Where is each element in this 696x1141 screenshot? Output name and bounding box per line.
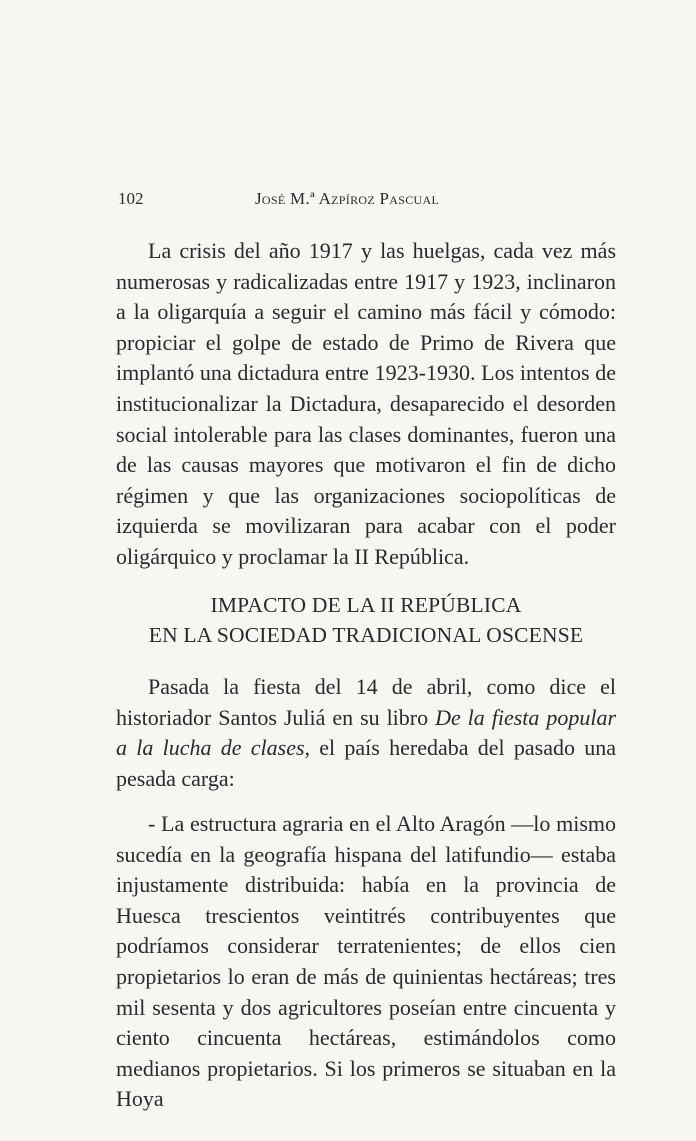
- paragraph-intro: La crisis del año 1917 y las huelgas, cada vez más numerosas y radicalizadas entre 1917 y 1923, inclinaron a la oligarquía a seguir el camino más fácil y cómodo: propiciar el golpe de estado de Primo de Rivera que implantó una dictadura entre 1923-1930. Los intentos de institucionalizar la Dictadura, desaparecido el desorden social intolerable para las clases dominantes, fueron una de las causas mayores que motivaron el fin de dicho régimen y que las organizaciones sociopolíticas de izquierda se movilizaran para acabar con el poder oligárquico y proclamar la II República.: [116, 238, 616, 569]
- book-title: De la fiesta popular a la lucha de clases: [116, 704, 617, 761]
- section-heading-line-1: IMPACTO DE LA II REPÚBLICA: [210, 593, 522, 617]
- page-header: [118, 186, 618, 212]
- page-number: 102: [118, 189, 144, 208]
- paragraph-santos-julia: [116, 672, 616, 794]
- section-heading-line-2: EN LA SOCIEDAD TRADICIONAL OSCENSE: [148, 623, 584, 647]
- paragraph-text-after: , el país heredaba del pasado una pesada carga:: [116, 735, 616, 791]
- section-heading: [116, 590, 616, 650]
- running-head: José M.ª Azpíroz Pascual: [255, 189, 440, 208]
- paragraph-agrarian-structure: - La estructura agraria en el Alto Aragón —lo mismo sucedía en la geografía hispana del latifundio— estaba injustamente distribuida: había en la provincia de Huesca trescientos veintitrés contribuyentes que podríamos considerar terratenientes; de ellos cien propietarios lo eran de más de quinientas hectáreas; tres mil sesenta y dos agricultores poseían entre cincuenta y ciento cincuenta hectáreas, estimándolos como medianos propietarios. Si los primeros se situaban en la Hoya: [116, 811, 616, 1112]
- paragraph-text-before: Pasada la fiesta del 14 de abril, como dice el historiador Santos Juliá en su libro: [116, 674, 616, 730]
